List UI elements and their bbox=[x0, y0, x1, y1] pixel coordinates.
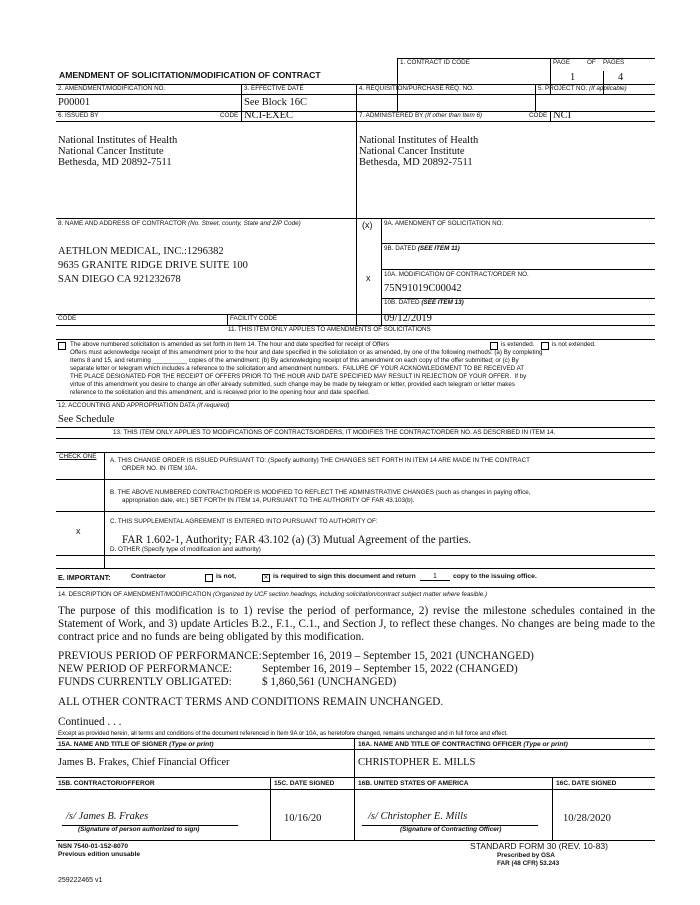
page-label: PAGE bbox=[553, 59, 571, 66]
block13a-text: A. THIS CHANGE ORDER IS ISSUED PURSUANT TO: (Specify authority) THE CHANGES SET FORTH IN ITEM 14 ARE MADE IN THE CONTRACT bbox=[110, 457, 530, 464]
block13c-authority: FAR 1.602-1, Authority; FAR 43.102 (a) (3) Mutual Agreement of the parties. bbox=[122, 534, 472, 546]
block9-check-mark: (x) bbox=[362, 220, 373, 230]
is-extended-label: is extended. bbox=[501, 341, 535, 348]
all-other-terms: ALL OTHER CONTRACT TERMS AND CONDITIONS REMAIN UNCHANGED. bbox=[58, 696, 444, 708]
far-citation: FAR (48 CFR) 53.243 bbox=[497, 860, 560, 867]
prescribed-by: Prescribed by GSA bbox=[497, 852, 555, 859]
date-signed-16c-label: 16C. DATE SIGNED bbox=[556, 780, 617, 787]
date-signed-15c-label: 15C. DATE SIGNED bbox=[274, 780, 335, 787]
contractor-label: 8. NAME AND ADDRESS OF CONTRACTOR (No. Street, county, State and ZIP Code) bbox=[58, 220, 301, 227]
block13b-text-2: appropriation date, etc.) SET FORTH IN ITEM 14, PURSUANT TO THE AUTHORITY OF FAR 43.103(b). bbox=[122, 497, 415, 504]
important-contractor: Contractor bbox=[131, 573, 166, 580]
contractor-offeror-label: 15B. CONTRACTOR/OFFEROR bbox=[58, 780, 155, 787]
block13c-check-mark: x bbox=[76, 526, 81, 536]
contractor-line-2: 9635 GRANITE RIDGE DRIVE SUITE 100 bbox=[58, 260, 248, 271]
is-required-label: is required to sign this document and return bbox=[273, 573, 416, 580]
facility-code-label: FACILITY CODE bbox=[230, 315, 278, 322]
administered-by-code: NCI bbox=[553, 110, 572, 121]
contractor-line-1: AETHLON MEDICAL, INC.:1296382 bbox=[58, 246, 224, 257]
officer-date-signed: 10/28/2020 bbox=[563, 813, 611, 824]
is-not-extended-label: is not extended. bbox=[552, 341, 596, 348]
block11-line-5: virtue of this amendment you desire to change an offer already submitted, such change may be made by telegram or letter, provided each telegram or letter makes bbox=[70, 381, 515, 388]
is-not-checkbox[interactable] bbox=[205, 574, 213, 582]
description-label: 14. DESCRIPTION OF AMENDMENT/MODIFICATION (Organized by UCF section headings, including solicitation/contract subject matter where feasible.) bbox=[58, 591, 488, 598]
block13d-text: D. OTHER (Specify type of modification and authority) bbox=[110, 546, 261, 553]
block10-check-mark: x bbox=[366, 273, 371, 283]
page-number: 1 bbox=[570, 72, 576, 83]
contractor-code-label: CODE bbox=[58, 315, 77, 322]
modification-contract-no: 75N91019C00042 bbox=[384, 283, 462, 294]
issued-by-code-label: CODE bbox=[220, 112, 239, 119]
contract-id-code-label: 1. CONTRACT ID CODE bbox=[400, 59, 470, 66]
administered-by-code-label: CODE bbox=[529, 112, 548, 119]
administered-by-line-2: National Cancer Institute bbox=[359, 146, 465, 157]
new-period-value: September 16, 2019 – September 15, 2022 (CHANGED) bbox=[262, 663, 518, 675]
issued-by-line-3: Bethesda, MD 20892-7511 bbox=[58, 157, 172, 168]
effective-date: See Block 16C bbox=[244, 97, 307, 108]
document-id: 259222465 v1 bbox=[58, 877, 103, 884]
officer-signature-caption: (Signature of Contracting Officer) bbox=[400, 826, 502, 833]
copy-suffix: copy to the issuing office. bbox=[453, 573, 537, 580]
contractor-signature-caption: (Signature of person authorized to sign) bbox=[78, 826, 200, 833]
previous-period-value: September 16, 2019 – September 15, 2021 (UNCHANGED) bbox=[262, 650, 534, 662]
requisition-label: 4. REQUISITION/PURCHASE REQ. NO. bbox=[359, 85, 474, 92]
block11-line-6: reference to the solicitation and this amendment, and is received prior to the opening hour and date specified. bbox=[70, 389, 370, 396]
block13-header: 13. THIS ITEM ONLY APPLIES TO MODIFICATIONS OF CONTRACTS/ORDERS, IT MODIFIES THE CONTRACT/ORDER NO. AS DESCRIBED IN ITEM 14. bbox=[113, 429, 556, 436]
page-count: 4 bbox=[618, 72, 624, 83]
continued-text: Continued . . . bbox=[58, 716, 122, 728]
issued-by-label: 6. ISSUED BY bbox=[58, 112, 99, 119]
new-period-key: NEW PERIOD OF PERFORMANCE: bbox=[58, 663, 233, 675]
contracting-officer-label: 16A. NAME AND TITLE OF CONTRACTING OFFICER (Type or print) bbox=[358, 741, 568, 748]
administered-by-line-3: Bethesda, MD 20892-7511 bbox=[359, 157, 473, 168]
contracting-officer-name: CHRISTOPHER E. MILLS bbox=[358, 757, 476, 768]
pages-label: PAGES bbox=[603, 59, 625, 66]
funds-key: FUNDS CURRENTLY OBLIGATED: bbox=[58, 676, 232, 688]
block11-intro: The above numbered solicitation is amended as set forth in Item 14. The hour and date specified for receipt of Offers bbox=[70, 341, 389, 348]
issued-by-code: NCI-EXEC bbox=[244, 110, 293, 121]
block13a-text-2: ORDER NO. IN ITEM 10A. bbox=[122, 465, 198, 472]
block13c-text: C. THIS SUPPLEMENTAL AGREEMENT IS ENTERED INTO PURSUANT TO AUTHORITY OF: bbox=[110, 518, 378, 525]
block11-line-2: Items 8 and 15, and returning __________ copies of the amendment; (b) By acknowledging receipt of this amendment on each copy of the offer submitted; or (c) By bbox=[70, 357, 519, 364]
is-required-checkbox[interactable]: ✕ bbox=[263, 575, 269, 581]
nsn-number: NSN 7540-01-152-8070 bbox=[58, 843, 129, 850]
check-one-label: CHECK ONE bbox=[59, 453, 97, 460]
is-not-label: is not, bbox=[216, 573, 237, 580]
contractor-line-3: SAN DIEGO CA 921232678 bbox=[58, 274, 181, 285]
issued-by-line-2: National Cancer Institute bbox=[58, 146, 164, 157]
administered-by-line-1: National Institutes of Health bbox=[359, 135, 479, 146]
amendment-no-label: 2. AMENDMENT/MODIFICATION NO. bbox=[58, 85, 166, 92]
standard-form-label: STANDARD FORM 30 (REV. 10-83) bbox=[470, 841, 609, 851]
copies-count: 1 bbox=[420, 573, 450, 581]
accounting-data: See Schedule bbox=[58, 414, 115, 425]
officer-signature: /s/ Christopher E. Mills bbox=[368, 811, 468, 822]
block10b-date: 09/12/2019 bbox=[384, 313, 432, 324]
of-label: OF bbox=[587, 59, 596, 66]
solicitation-amendment-label: 9A. AMENDMENT OF SOLICITATION NO. bbox=[384, 220, 504, 227]
form-title: AMENDMENT OF SOLICITATION/MODIFICATION OF CONTRACT bbox=[59, 70, 321, 80]
contractor-date-signed: 10/16/20 bbox=[284, 813, 322, 824]
important-label: E. IMPORTANT: bbox=[58, 573, 111, 582]
previous-period-key: PREVIOUS PERIOD OF PERFORMANCE: bbox=[58, 650, 262, 662]
block11-line-4: THE PLACE DESIGNATED FOR THE RECEIPT OF OFFERS PRIOR TO THE HOUR AND DATE SPECIFIED MAY RESULT IN REJECTION OF YOUR OFFER. If by bbox=[70, 373, 527, 380]
effective-date-label: 3. EFFECTIVE DATE bbox=[244, 85, 304, 92]
block11-line-1: Offers must acknowledge receipt of this amendment prior to the hour and date specified in the solicitation or as amended, by one of the following methods: (a) By completing bbox=[70, 349, 543, 356]
administered-by-label: 7. ADMINISTERED BY (If other than Item 6) bbox=[359, 112, 483, 119]
accounting-data-label: 12. ACCOUNTING AND APPROPRIATION DATA (If required) bbox=[58, 402, 230, 409]
block10b-dated-label: 10B. DATED (SEE ITEM 13) bbox=[384, 299, 464, 306]
united-states-label: 16B. UNITED STATES OF AMERICA bbox=[358, 780, 469, 787]
block9b-dated-label: 9B. DATED (SEE ITEM 11) bbox=[384, 245, 460, 252]
issued-by-line-1: National Institutes of Health bbox=[58, 135, 178, 146]
block11-header: 11. THIS ITEM ONLY APPLIES TO AMENDMENTS OF SOLICITATIONS bbox=[228, 326, 431, 333]
signer-name: James B. Frakes, Chief Financial Officer bbox=[58, 757, 230, 768]
modification-purpose: The purpose of this modification is to 1) revise the period of performance, 2) revise the milestone schedules contained in the Statement of Work, and 3) update Articles B.2., F.1., C.1., and Section J, to reflect these changes. No changes are being made to the contract price and no funds are being obligated by this modification. bbox=[58, 605, 655, 644]
signer-name-label: 15A. NAME AND TITLE OF SIGNER (Type or print) bbox=[58, 741, 214, 748]
funds-value: $ 1,860,561 (UNCHANGED) bbox=[262, 676, 397, 688]
modification-contract-label: 10A. MODIFICATION OF CONTRACT/ORDER NO. bbox=[384, 271, 529, 278]
block11-checkbox[interactable] bbox=[58, 342, 66, 350]
amendment-no: P00001 bbox=[58, 97, 91, 108]
block13b-text: B. THE ABOVE NUMBERED CONTRACT/ORDER IS MODIFIED TO REFLECT THE ADMINISTRATIVE CHANGES (such as changes in paying office, bbox=[110, 489, 531, 496]
except-provided-text: Except as provided herein, all terms and conditions of the document referenced in Item 9A or 10A, as heretofore changed, remains unchanged and in full force and effect. bbox=[58, 731, 508, 737]
block11-line-3: separate letter or telegram which includes a reference to the solicitation and amendment numbers. FAILURE OF YOUR ACKNOWLEDGMENT TO BE RECEIVED AT bbox=[70, 365, 525, 372]
project-no-label: 5. PROJECT NO. (If applicable) bbox=[538, 85, 627, 92]
previous-edition-note: Previous edition unusable bbox=[58, 851, 141, 858]
contractor-signature: /s/ James B. Frakes bbox=[66, 811, 149, 822]
